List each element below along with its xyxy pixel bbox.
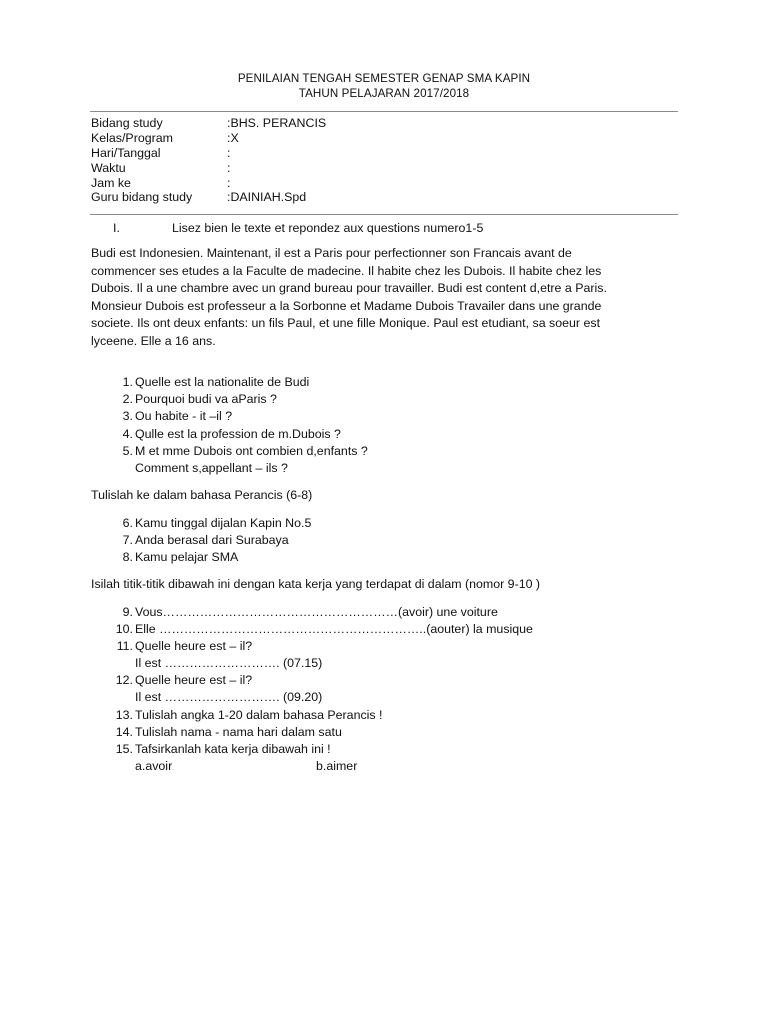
passage-line: Budi est Indonesien. Maintenant, il est a Paris pour perfectionner son Francais avant de <box>91 246 572 260</box>
question-text: Kamu tinggal dijalan Kapin No.5 <box>135 516 312 530</box>
question-number: 15. <box>115 742 133 756</box>
question-number: 14. <box>115 725 133 739</box>
question-text: Kamu pelajar SMA <box>135 550 239 564</box>
question-number: 5. <box>122 444 133 458</box>
question-text: Quelle est la nationalite de Budi <box>135 375 310 389</box>
passage-line: commencer ses etudes a la Faculte de madecine. Il habite chez les Dubois. Il habite chez les <box>91 263 602 278</box>
question-text: Vous…………………………………………………(avoir) une voiture <box>135 605 498 619</box>
question-text: Elle ………………………………………………………..(aouter) la musique <box>135 622 533 636</box>
passage-line: societe. Ils ont deux enfants: un fils Paul, et une fille Monique. Paul est etudiant, sa soeur est <box>91 316 601 330</box>
info-row-time <box>91 161 671 176</box>
section-number: I. <box>113 221 120 235</box>
info-value: :X <box>227 131 239 145</box>
question-text: Tulislah angka 1-20 dalam bahasa Perancis ! <box>135 708 383 722</box>
exam-title: PENILAIAN TENGAH SEMESTER GENAP SMA KAPIN <box>237 72 531 85</box>
question-14 <box>113 724 693 741</box>
info-value: :DAINIAH.Spd <box>227 190 307 204</box>
info-label: Guru bidang study <box>91 190 193 204</box>
question-3 <box>113 408 693 425</box>
question-text: Quelle heure est – il? <box>135 639 253 653</box>
info-value: : <box>227 161 231 175</box>
question-number: 1. <box>122 375 133 389</box>
question-15-choice-a: a.avoir <box>135 759 173 773</box>
question-number: 9. <box>122 605 133 619</box>
question-13 <box>113 707 693 724</box>
info-label: Kelas/Program <box>91 131 173 145</box>
info-row-period <box>91 176 671 191</box>
passage-line: lyceene. Elle a 16 ans. <box>91 333 216 348</box>
info-row-class <box>91 131 671 146</box>
info-value: : <box>227 146 231 160</box>
reading-passage <box>91 245 681 350</box>
question-number: 7. <box>122 533 133 547</box>
question-12-answer-line: Il est ………………………. (09.20) <box>135 690 323 704</box>
header-rule-top <box>90 111 678 112</box>
question-5 <box>113 443 693 460</box>
header-rule-bottom <box>90 214 678 215</box>
question-number: 4. <box>122 427 133 441</box>
question-1 <box>113 374 693 391</box>
question-11-answer-line: Il est ………………………. (07.15) <box>135 656 323 670</box>
question-7 <box>113 532 693 549</box>
exam-year: TAHUN PELAJARAN 2017/2018 <box>298 87 470 100</box>
info-label: Waktu <box>91 161 126 175</box>
question-number: 10. <box>115 622 133 636</box>
question-text: Tulislah nama - nama hari dalam satu <box>135 725 342 739</box>
question-12 <box>113 672 693 689</box>
fill-in-instruction: Isilah titik-titik dibawah ini dengan kata kerja yang terdapat di dalam (nomor 9-10 ) <box>91 577 541 591</box>
question-text: Pourquoi budi va aParis ? <box>135 392 277 406</box>
translation-instruction: Tulislah ke dalam bahasa Perancis (6-8) <box>91 488 313 502</box>
info-row-subject <box>91 116 671 131</box>
question-text: Anda berasal dari Surabaya <box>135 533 289 547</box>
passage-line: Dubois. Il a une chambre avec un grand bureau pour travailler. Budi est content d,etre a Paris. <box>91 281 607 295</box>
question-text: Qulle est la profession de m.Dubois ? <box>135 427 341 441</box>
question-10 <box>113 621 693 638</box>
question-number: 3. <box>122 409 133 423</box>
question-number: 6. <box>122 516 133 530</box>
info-row-date <box>91 146 671 161</box>
question-8 <box>113 549 693 566</box>
question-9 <box>113 604 693 621</box>
question-4 <box>113 426 693 443</box>
question-2 <box>113 391 693 408</box>
question-number: 13. <box>115 708 133 722</box>
question-number: 2. <box>122 392 133 406</box>
question-15 <box>113 741 693 758</box>
info-label: Hari/Tanggal <box>91 146 161 160</box>
question-15-choice-b: b.aimer <box>316 759 358 773</box>
info-row-teacher <box>91 190 671 205</box>
question-11 <box>113 638 693 655</box>
section-heading <box>113 220 673 236</box>
info-label: Jam ke <box>91 176 131 190</box>
question-text: Quelle heure est – il? <box>135 673 253 687</box>
info-value: :BHS. PERANCIS <box>227 116 327 130</box>
section-instruction: Lisez bien le texte et repondez aux questions numero1-5 <box>172 221 484 235</box>
question-number: 8. <box>122 550 133 564</box>
question-6 <box>113 515 693 532</box>
question-number: 12. <box>115 673 133 687</box>
question-text: M et mme Dubois ont combien d,enfants ? <box>135 444 368 458</box>
info-value: : <box>227 176 231 190</box>
question-5-continued: Comment s,appellant – ils ? <box>135 461 288 475</box>
passage-line: Monsieur Dubois est professeur a la Sorbonne et Madame Dubois Travailer dans une grande <box>91 298 602 313</box>
question-text: Ou habite - it –il ? <box>135 409 233 423</box>
question-text: Tafsirkanlah kata kerja dibawah ini ! <box>135 742 331 756</box>
question-number: 11. <box>116 639 133 653</box>
info-label: Bidang study <box>91 116 163 130</box>
